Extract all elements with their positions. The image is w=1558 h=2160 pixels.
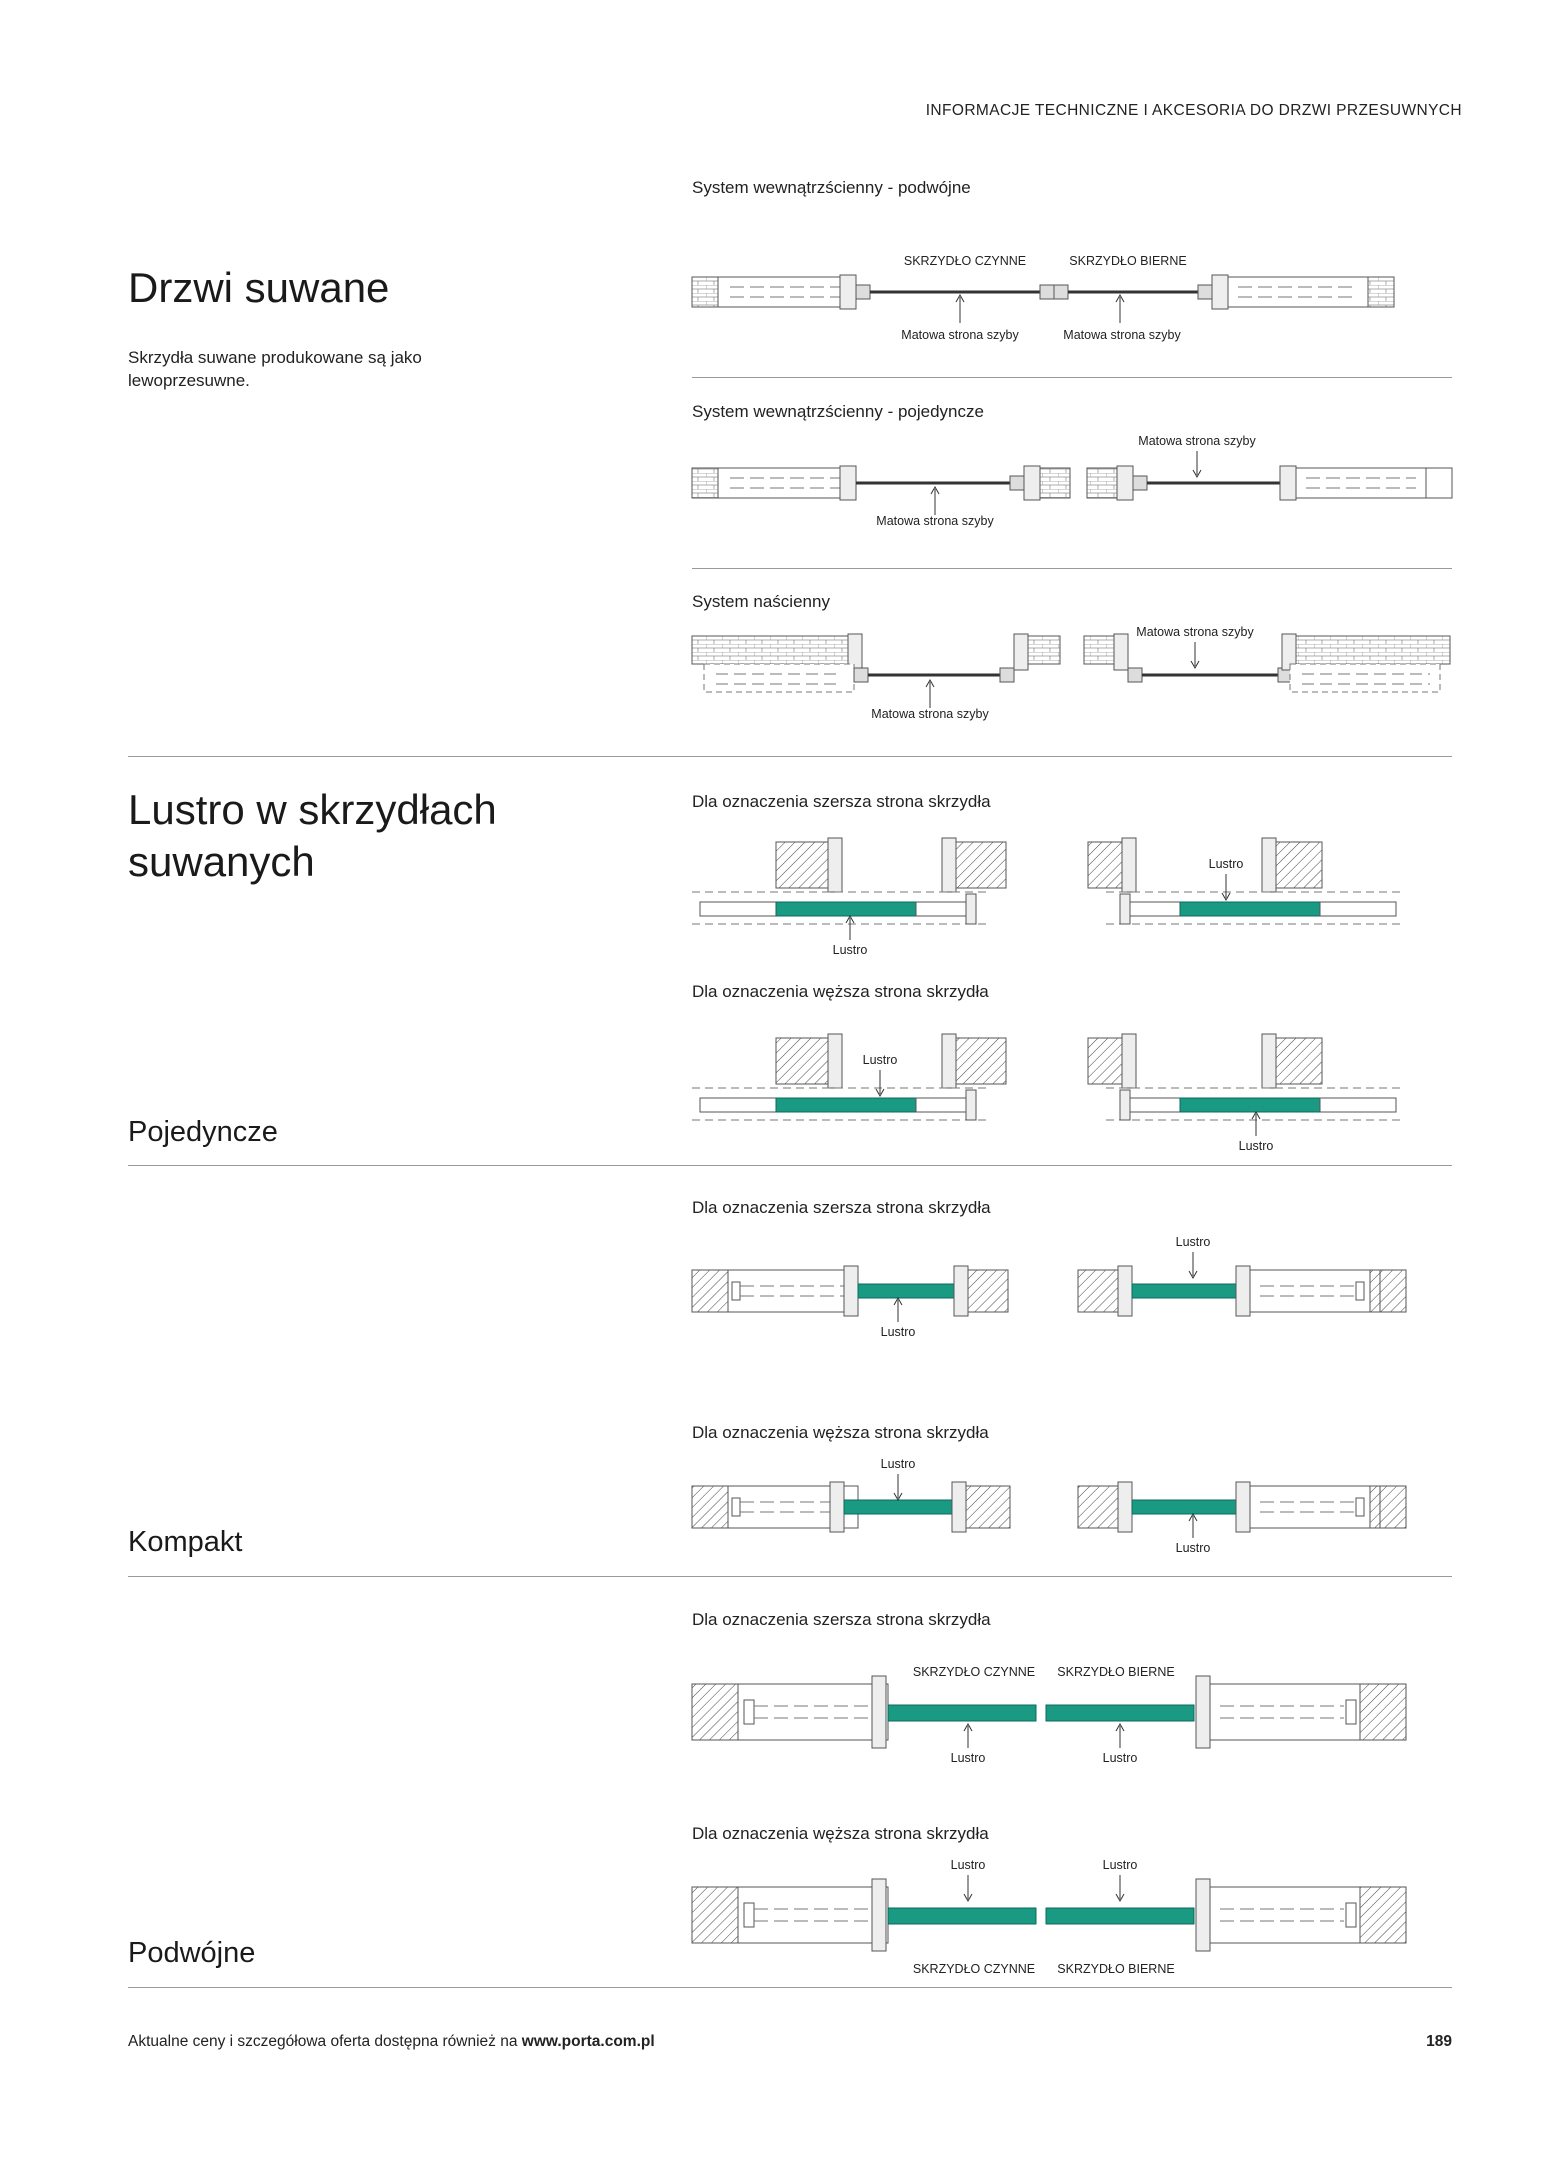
diagram-wall-mounted <box>690 620 1455 730</box>
divider <box>692 568 1452 569</box>
caption-single-wide: Dla oznaczenia szersza strona skrzydła <box>692 792 991 811</box>
page-number: 189 <box>1426 2033 1452 2050</box>
label-frosted-side: Matowa strona szyby <box>876 514 994 528</box>
diagram-double-narrow <box>690 1855 1410 1985</box>
label-mirror: Lustro <box>1208 857 1244 871</box>
label-mirror: Lustro <box>1175 1541 1211 1555</box>
caption-double-wide: Dla oznaczenia szersza strona skrzydła <box>692 1610 991 1629</box>
caption-compact-wide: Dla oznaczenia szersza strona skrzydła <box>692 1198 991 1217</box>
label-mirror: Lustro <box>862 1053 898 1067</box>
label-frosted-side: Matowa strona szyby <box>1063 328 1181 342</box>
page-header: INFORMACJE TECHNICZNE I AKCESORIA DO DRZWI PRZESUWNYCH <box>925 102 1462 119</box>
label-active-leaf: SKRZYDŁO CZYNNE <box>912 1962 1036 1976</box>
caption-double-narrow: Dla oznaczenia węższa strona skrzydła <box>692 1824 989 1843</box>
label-mirror: Lustro <box>880 1457 916 1471</box>
divider <box>692 377 1452 378</box>
label-frosted-side: Matowa strona szyby <box>1138 434 1256 448</box>
footer-website-link[interactable]: www.porta.com.pl <box>521 2033 655 2050</box>
footer-note: Aktualne ceny i szczegółowa oferta dostępna również na <box>128 2033 522 2050</box>
label-mirror: Lustro <box>1238 1139 1274 1153</box>
caption-in-wall-single: System wewnątrzścienny - pojedyncze <box>692 402 984 421</box>
label-mirror: Lustro <box>832 943 868 957</box>
caption-wall-mounted: System naścienny <box>692 592 830 611</box>
label-passive-leaf: SKRZYDŁO BIERNE <box>1057 1665 1175 1679</box>
caption-in-wall-double: System wewnątrzścienny - podwójne <box>692 178 971 197</box>
diagram-compact-narrow <box>690 1450 1410 1560</box>
diagram-single-narrow <box>690 1020 1420 1155</box>
diagram-single-wide <box>690 828 1420 963</box>
label-mirror: Lustro <box>950 1751 986 1765</box>
caption-compact-narrow: Dla oznaczenia węższa strona skrzydła <box>692 1423 989 1442</box>
section-intro: Skrzydła suwane produkowane są jako lewoprzesuwne. <box>128 348 422 390</box>
label-mirror: Lustro <box>950 1858 986 1872</box>
section-title-mirror: Lustro w skrzydłach suwanych <box>128 786 497 885</box>
section-title-sliding: Drzwi suwane <box>128 264 390 311</box>
label-mirror: Lustro <box>1102 1858 1138 1872</box>
label-mirror: Lustro <box>1102 1751 1138 1765</box>
group-title-compact: Kompakt <box>128 1526 243 1558</box>
divider <box>128 756 1452 757</box>
label-mirror: Lustro <box>880 1325 916 1339</box>
diagram-in-wall-double <box>690 245 1400 345</box>
label-active-leaf: SKRZYDŁO CZYNNE <box>903 254 1027 268</box>
divider <box>128 1576 1452 1577</box>
label-frosted-side: Matowa strona szyby <box>1136 625 1254 639</box>
label-active-leaf: SKRZYDŁO CZYNNE <box>912 1665 1036 1679</box>
label-passive-leaf: SKRZYDŁO BIERNE <box>1069 254 1187 268</box>
label-frosted-side: Matowa strona szyby <box>871 707 989 721</box>
divider <box>128 1987 1452 1988</box>
label-frosted-side: Matowa strona szyby <box>901 328 1019 342</box>
divider <box>128 1165 1452 1166</box>
label-mirror: Lustro <box>1175 1235 1211 1249</box>
caption-single-narrow: Dla oznaczenia węższa strona skrzydła <box>692 982 989 1001</box>
diagram-in-wall-single <box>690 425 1455 535</box>
footer-text <box>128 2033 655 2051</box>
group-title-double: Podwójne <box>128 1937 256 1969</box>
diagram-double-wide <box>690 1660 1410 1790</box>
diagram-compact-wide <box>690 1230 1410 1340</box>
label-passive-leaf: SKRZYDŁO BIERNE <box>1057 1962 1175 1976</box>
group-title-single: Pojedyncze <box>128 1116 278 1148</box>
